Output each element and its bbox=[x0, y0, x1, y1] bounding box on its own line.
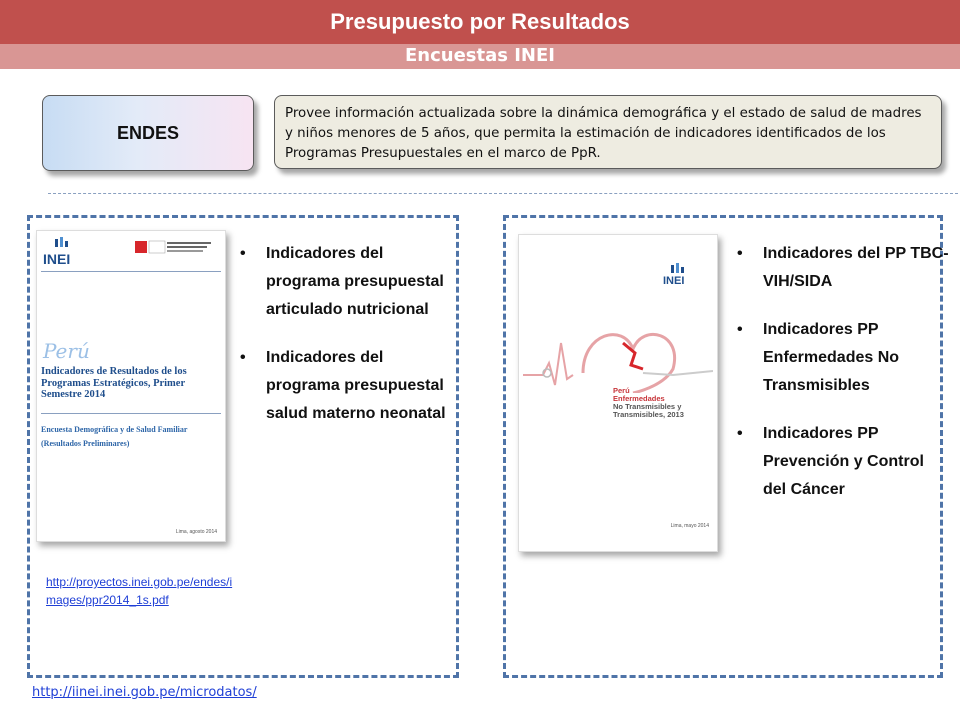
section-divider bbox=[48, 193, 958, 194]
list-item: • Indicadores PP Enfermedades No Transmisibles bbox=[735, 316, 950, 400]
ministry-logo-icon bbox=[135, 239, 215, 255]
page-title: Presupuesto por Resultados bbox=[0, 0, 960, 44]
cover-rule bbox=[41, 413, 221, 414]
heart-pulse-icon bbox=[523, 313, 713, 393]
cover-title-line: Transmisibles, 2013 bbox=[613, 410, 684, 419]
endes-label: ENDES bbox=[116, 122, 179, 143]
list-item: • Indicadores del programa presupuestal salud materno neonatal bbox=[238, 344, 453, 428]
enfermedades-report-cover bbox=[518, 234, 718, 552]
endes-description: Provee información actualizada sobre la dinámica demográfica y el estado de salud de madres y niños menores de 5 años, que permita la estimación de indicadores identificados de los Programas Presupuestales en el marco de PpR. bbox=[274, 95, 942, 169]
cover-title bbox=[613, 387, 713, 419]
cover-subtitle: Encuesta Demográfica y de Salud Familiar (Resultados Preliminares) bbox=[41, 425, 188, 448]
cover-script-title: Perú bbox=[43, 339, 90, 363]
left-indicator-list bbox=[238, 240, 453, 448]
microdatos-link[interactable]: http://iinei.inei.gob.pe/microdatos/ bbox=[32, 685, 257, 700]
endes-pdf-link[interactable]: http://proyectos.inei.gob.pe/endes/images/ppr2014_1s.pdf bbox=[46, 575, 233, 607]
page-subtitle: Encuestas INEI bbox=[0, 44, 960, 69]
endes-label-box bbox=[42, 95, 254, 171]
list-item: • Indicadores del PP TBC-VIH/SIDA bbox=[735, 240, 950, 296]
inei-logo-text: INEI bbox=[663, 275, 685, 287]
list-item: • Indicadores del programa presupuestal articulado nutricional bbox=[238, 240, 453, 324]
cover-title-line: No Transmisibles y bbox=[613, 402, 682, 411]
cover-title: Indicadores de Resultados de los Programas Estratégicos, Primer Semestre 2014 bbox=[41, 366, 187, 400]
list-item: • Indicadores PP Prevención y Control del Cáncer bbox=[735, 420, 950, 504]
inei-logo-text: INEI bbox=[43, 251, 71, 267]
cover-title-line: Enfermedades bbox=[613, 394, 665, 403]
cover-rule bbox=[41, 271, 221, 272]
endes-report-cover bbox=[36, 230, 226, 542]
right-indicator-list bbox=[735, 240, 950, 524]
cover-title-line: Perú bbox=[613, 386, 630, 395]
cover-date: Lima, mayo 2014 bbox=[670, 523, 709, 529]
cover-date: Lima, agosto 2014 bbox=[175, 529, 217, 535]
